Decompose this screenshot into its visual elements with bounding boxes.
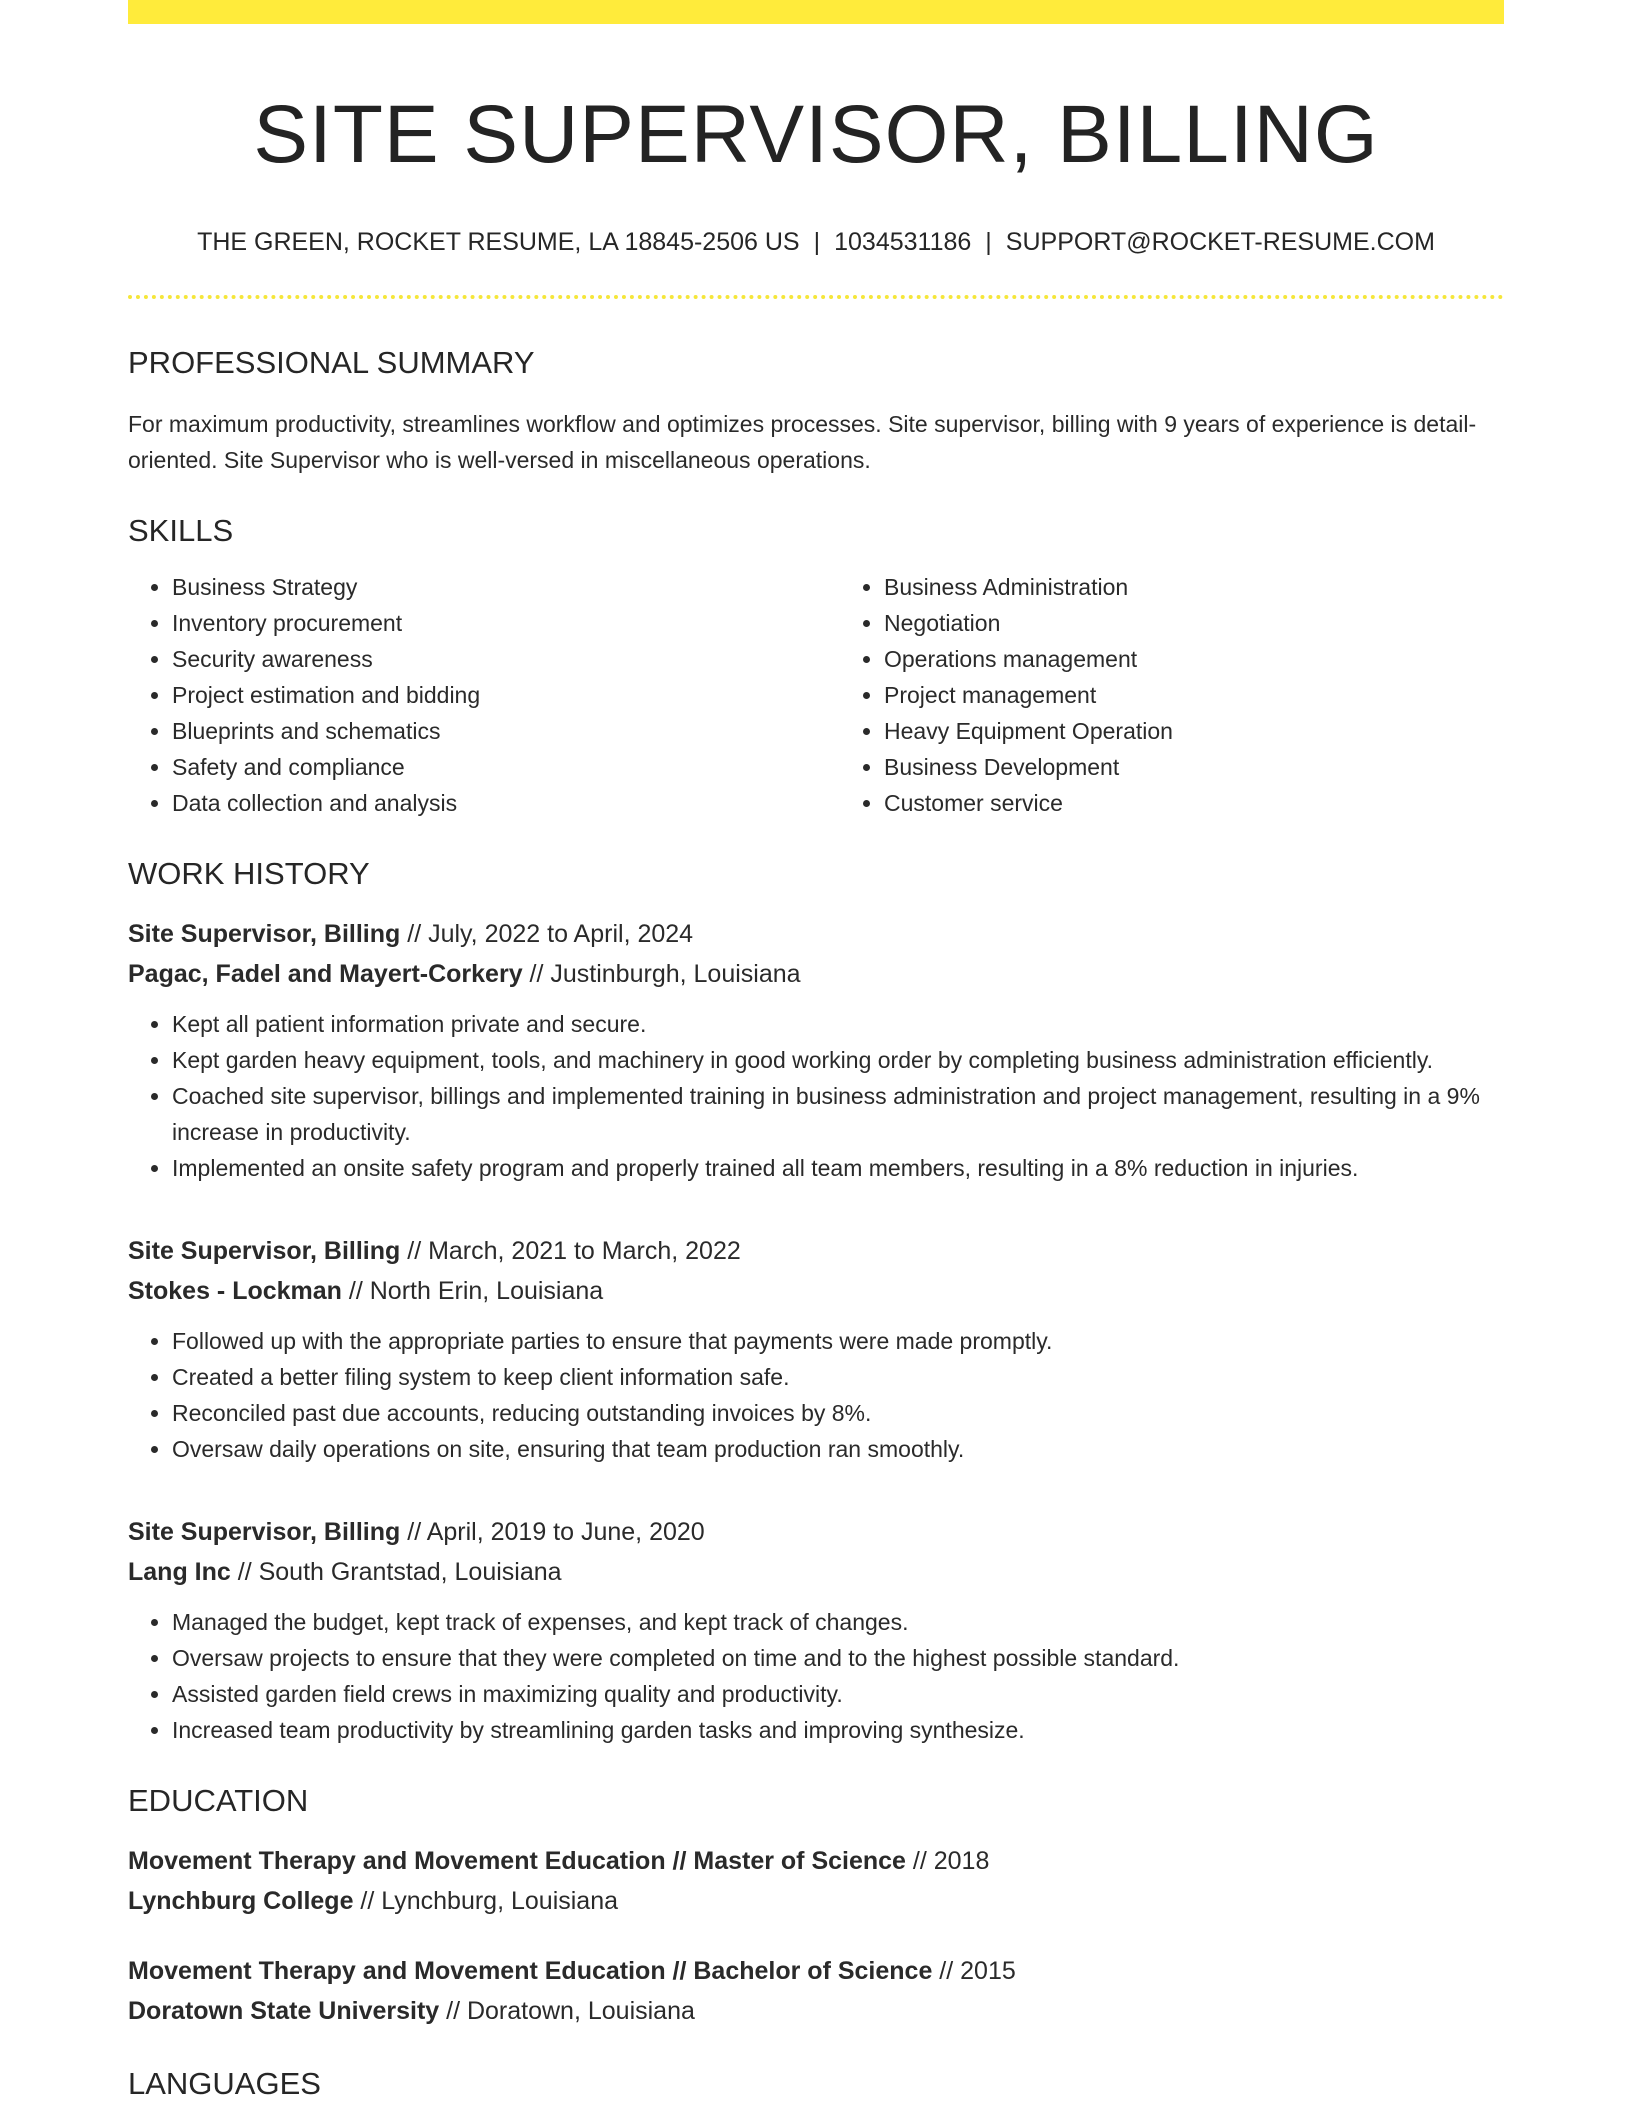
skill-item: • Inventory procurement [172,605,792,641]
job-dates: // July, 2022 to April, 2024 [400,919,694,948]
job-company-line [128,954,1504,994]
job-bullet: • Oversaw projects to ensure that they were completed on time and to the highest possible standard. [172,1640,1504,1676]
job-bullet: • Created a better filing system to keep client information safe. [172,1359,1504,1395]
work-history-heading: WORK HISTORY [128,855,370,891]
job-dates: // March, 2021 to March, 2022 [400,1236,741,1265]
summary-section [128,344,1504,477]
skills-section [128,512,1504,821]
job-bullet: • Assisted garden field crews in maximizing quality and productivity. [172,1676,1504,1712]
job-company: Stokes - Lockman [128,1276,342,1305]
degree-line [128,1841,1504,1881]
job-location: // Justinburgh, Louisiana [522,959,801,988]
dotted-divider [128,295,1504,299]
job-bullet: • Kept all patient information private and secure. [172,1006,1504,1042]
education-section [128,1782,1504,2031]
education-entry [128,1951,1504,2031]
job-company-line [128,1271,1504,1311]
job-title: Site Supervisor, Billing [128,1236,401,1265]
education-heading: EDUCATION [128,1782,309,1818]
skill-item: • Business Administration [884,569,1504,605]
job-bullet: • Reconciled past due accounts, reducing outstanding invoices by 8%. [172,1395,1504,1431]
skill-item: • Customer service [884,785,1504,821]
school: Doratown State University [128,1997,440,2026]
school-location: // Lynchburg, Louisiana [353,1887,619,1916]
job-bullet: • Increased team productivity by streamlining garden tasks and improving synthesize. [172,1712,1504,1748]
job-title-line [128,914,1504,954]
skill-item: • Data collection and analysis [172,785,792,821]
top-accent-bar [128,0,1504,24]
skills-right-column [840,569,1504,821]
job-title: Site Supervisor, Billing [128,1517,401,1546]
skill-item: • Negotiation [884,605,1504,641]
job-location: // South Grantstad, Louisiana [230,1557,562,1586]
work-history-section [128,855,1504,1748]
school-location: // Doratown, Louisiana [439,1997,695,2026]
job-bullets [128,1006,1504,1186]
degree-line [128,1951,1504,1991]
skill-item: • Blueprints and schematics [172,713,792,749]
languages-section [128,2065,1504,2102]
summary-text: For maximum productivity, streamlines workflow and optimizes processes. Site supervisor, billing with 9 years of experience is detail-oriented. Site Supervisor who is well-versed in miscellaneous operations. [128,410,1477,473]
job-bullet: • Coached site supervisor, billings and implemented training in business administration and project management, resulting in a 9% increase in productivity. [172,1078,1504,1150]
skill-item: • Safety and compliance [172,749,792,785]
contact-address: THE GREEN, ROCKET RESUME, LA 18845-2506 US [197,228,800,257]
job-entry [128,1512,1504,1748]
summary-heading: PROFESSIONAL SUMMARY [128,345,535,381]
contact-line [128,227,1504,257]
languages-heading: LANGUAGES [128,2066,321,2102]
resume-content [128,0,1504,2102]
job-bullets [128,1604,1504,1748]
contact-separator: | [813,228,821,257]
job-title-line [128,1231,1504,1271]
skills-heading: SKILLS [128,512,234,548]
job-company: Lang Inc [128,1557,231,1586]
skill-item: • Heavy Equipment Operation [884,713,1504,749]
job-entry [128,1231,1504,1467]
skill-item: • Project estimation and bidding [172,677,792,713]
contact-separator: | [985,228,992,257]
degree: Movement Therapy and Movement Education // Master of Science [128,1847,906,1876]
job-title-line [128,1512,1504,1552]
school: Lynchburg College [128,1887,354,1916]
contact-email: SUPPORT@ROCKET-RESUME.COM [1005,228,1435,257]
job-company-line [128,1552,1504,1592]
skill-item: • Business Development [884,749,1504,785]
school-line [128,1881,1504,1921]
job-company: Pagac, Fadel and Mayert-Corkery [128,959,523,988]
skill-item: • Operations management [884,641,1504,677]
job-bullet: • Kept garden heavy equipment, tools, and machinery in good working order by completing business administration efficiently. [172,1042,1504,1078]
contact-phone: 1034531186 [834,228,972,257]
job-title: Site Supervisor, Billing [128,919,401,948]
skill-item: • Project management [884,677,1504,713]
candidate-name: SITE SUPERVISOR, BILLING [253,89,1379,180]
degree: Movement Therapy and Movement Education // Bachelor of Science [128,1957,933,1986]
skills-left-column [128,569,792,821]
school-line [128,1991,1504,2031]
job-bullet: • Managed the budget, kept track of expenses, and kept track of changes. [172,1604,1504,1640]
job-location: // North Erin, Louisiana [341,1276,604,1305]
education-entry [128,1841,1504,1921]
job-bullet: • Followed up with the appropriate parties to ensure that payments were made promptly. [172,1323,1504,1359]
degree-year: // 2018 [905,1847,990,1876]
job-bullet: • Oversaw daily operations on site, ensuring that team production ran smoothly. [172,1431,1504,1467]
skill-item: • Business Strategy [172,569,792,605]
degree-year: // 2015 [932,1957,1016,1986]
job-bullets [128,1323,1504,1467]
job-entry [128,914,1504,1186]
job-dates: // April, 2019 to June, 2020 [400,1517,705,1546]
skill-item: • Security awareness [172,641,792,677]
job-bullet: • Implemented an onsite safety program and properly trained all team members, resulting in a 8% reduction in injuries. [172,1150,1504,1186]
skills-columns [128,569,1504,821]
